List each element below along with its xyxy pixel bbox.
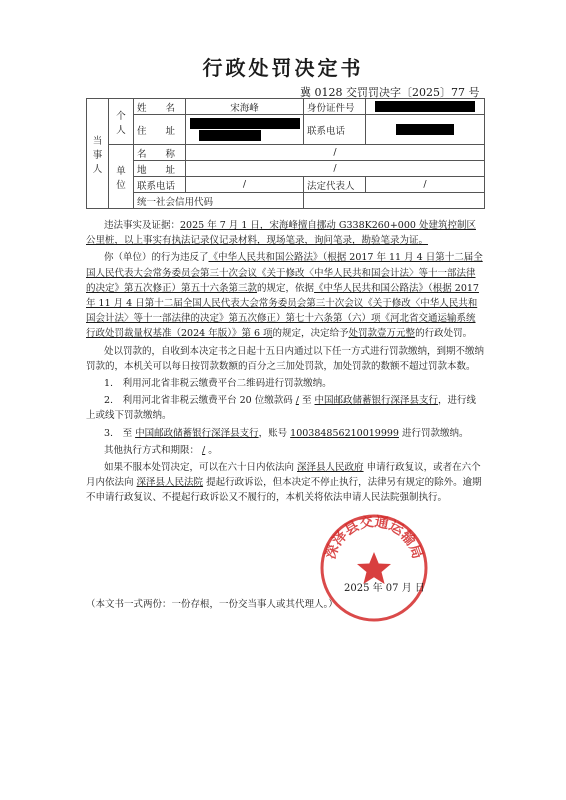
violation-paragraph: 你（单位）的行为违反了《中华人民共和国公路法》（根据 2017 年 11 月 4 日第十二届全国人民代表大会常务委员会第三十次会议《关于修改〈中华人民共和国会计法〉等十一部法律的决定》第五次修正）第五十六条第三款的规定，依据《中华人民共和国公路法》（根据 2017 年 11 月 4 日第十二届全国人民代表大会常务委员会第三十次会议《关于修改〈中华人民共和国会计法〉等十一部法律的决定》第五次修正）第七十六条第（六）项《河北省交通运输系统行政处罚裁量权基准（2024 年版）》第 6 项的规定，决定给予处罚款壹万元整的行政处罚。 (86, 252, 483, 340)
unit-address-label: 地 址 (134, 161, 186, 177)
party-info-table (86, 98, 485, 209)
redaction-block (199, 130, 261, 141)
name-label: 姓 名 (134, 99, 186, 115)
name-value: 宋海峰 (186, 99, 304, 115)
unit-phone-value: / (186, 177, 304, 193)
phone-value (366, 115, 485, 145)
id-value (366, 99, 485, 115)
appeal-paragraph: 如果不服本处罚决定，可以在六十日内依法向 深泽县人民政府 申请行政复议，或者在六个月内依法向 深泽县人民法院 提起行政诉讼，但本决定不停止执行，法律另有规定的除外。逾期不申请行政复议、不提起行政诉讼又不履行的，本机关将依法申请人民法院强制执行。 (86, 462, 482, 504)
redaction-block (375, 101, 475, 112)
payment-intro: 处以罚款的，自收到本决定书之日起十五日内通过以下任一方式进行罚款缴纳，到期不缴纳罚款的，本机关可以每日按罚款数额的百分之三加处罚款，加处罚款的数额不超过罚款本数。 (86, 345, 485, 372)
decision-body (86, 218, 484, 508)
legal-rep-label: 法定代表人 (304, 177, 366, 193)
unit-name-value: / (186, 145, 485, 161)
document-number: 冀 0128 交罚罚决字〔2025〕77 号 (300, 86, 480, 99)
individual-label: 个人 (109, 99, 134, 145)
credit-code-value (304, 193, 485, 209)
phone-label: 联系电话 (304, 115, 366, 145)
unit-address-value: / (186, 161, 485, 177)
payment-method-1: 1. 利用河北省非税云缴费平台二维码进行罚款缴纳。 (104, 378, 332, 390)
payment-method-2: 2. 利用河北省非税云缴费平台 20 位缴款码 / 至 中国邮政储蓄银行深泽县支行，进行线上或线下罚款缴纳。 (86, 395, 477, 422)
address-label: 住 址 (134, 115, 186, 145)
unit-label: 单位 (109, 145, 134, 209)
unit-phone-label: 联系电话 (134, 177, 186, 193)
document-title: 行政处罚决定书 (202, 56, 364, 80)
payment-method-3: 3. 至 中国邮政储蓄银行深泽县支行，账号 100384856210019999 进行罚款缴纳。 (104, 427, 469, 439)
seal-text: 深泽县交通运输局 (322, 514, 426, 562)
other-execution: 其他执行方式和期限： / 。 (104, 444, 218, 456)
credit-code-label: 统一社会信用代码 (134, 193, 304, 209)
redaction-block (396, 124, 454, 135)
party-label: 当事人 (87, 99, 109, 209)
footer-note: （本文书一式两份：一份存根，一份交当事人或其代理人。） (86, 599, 338, 610)
signature-date: 2025 年 07 月 日 (344, 583, 425, 594)
redaction-block (190, 118, 300, 129)
unit-name-label: 名 称 (134, 145, 186, 161)
address-value (186, 115, 304, 145)
facts-paragraph: 违法事实及证据：2025 年 7 月 1 日，宋海峰擅自挪动 G338K260+000 处建筑控制区公里桩，以上事实有执法记录仪记录材料，现场笔录，询问笔录，勘验笔录为证。 (86, 220, 476, 247)
id-label: 身份证件号 (304, 99, 366, 115)
legal-rep-value: / (366, 177, 485, 193)
